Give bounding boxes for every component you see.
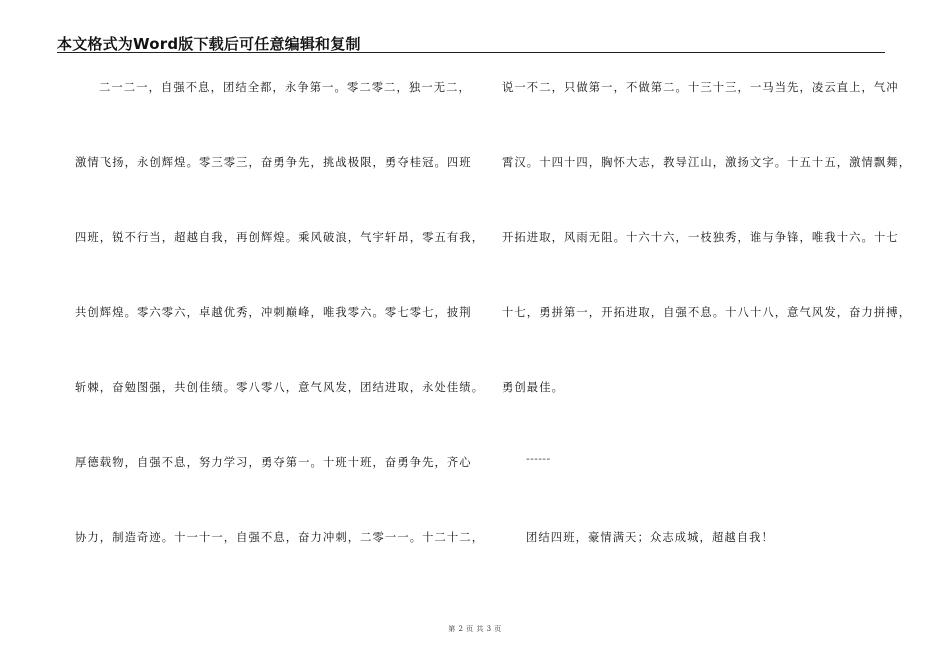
right-line-4: 十七，勇拼第一，开拓进取，自强不息。十八十八，意气风发，奋力拼搏， — [502, 306, 912, 319]
left-line-2: 激情飞扬，永创辉煌。零三零三，奋勇争先，挑战极限，勇夺桂冠。四班 — [75, 156, 472, 169]
left-line-7: 协力，制造奇迹。十一十一，自强不息，奋力冲刺，二零一一。十二十二， — [75, 531, 485, 544]
left-line-6: 厚德载物，自强不息，努力学习，勇夺第一。十班十班，奋勇争先，齐心 — [75, 456, 472, 469]
right-line-1: 说一不二，只做第一，不做第二。十三十三，一马当先，凌云直上，气冲 — [502, 81, 899, 94]
left-line-4: 共创辉煌。零六零六，卓越优秀，冲刺巅峰，唯我零六。零七零七，披荆 — [75, 306, 472, 319]
left-line-5: 斩棘，奋勉图强，共创佳绩。零八零八，意气风发，团结进取，永处佳绩。 — [75, 381, 485, 394]
left-line-1: 二一二一，自强不息，团结全都，永争第一。零二零二，独一无二， — [99, 81, 471, 94]
right-line-2: 霄汉。十四十四，胸怀大志，教导江山，激扬文字。十五十五，激情飘舞， — [502, 156, 912, 169]
right-line-5: 勇创最佳。 — [502, 381, 564, 394]
page-header-title: 本文格式为Word版下载后可任意编辑和复制 — [57, 35, 361, 53]
page-number-footer: 第 2 页 共 3 页 — [448, 625, 502, 633]
closing-slogan: 团结四班，豪情满天；众志成城，超越自我！ — [526, 531, 774, 544]
right-line-3: 开拓进取，风雨无阻。十六十六，一枝独秀，谁与争锋，唯我十六。十七 — [502, 231, 899, 244]
left-line-3: 四班，锐不行当，超越自我，再创辉煌。乘风破浪，气宇轩昂，零五有我， — [75, 231, 485, 244]
header-divider — [57, 52, 885, 53]
section-separator: ------ — [526, 454, 551, 465]
